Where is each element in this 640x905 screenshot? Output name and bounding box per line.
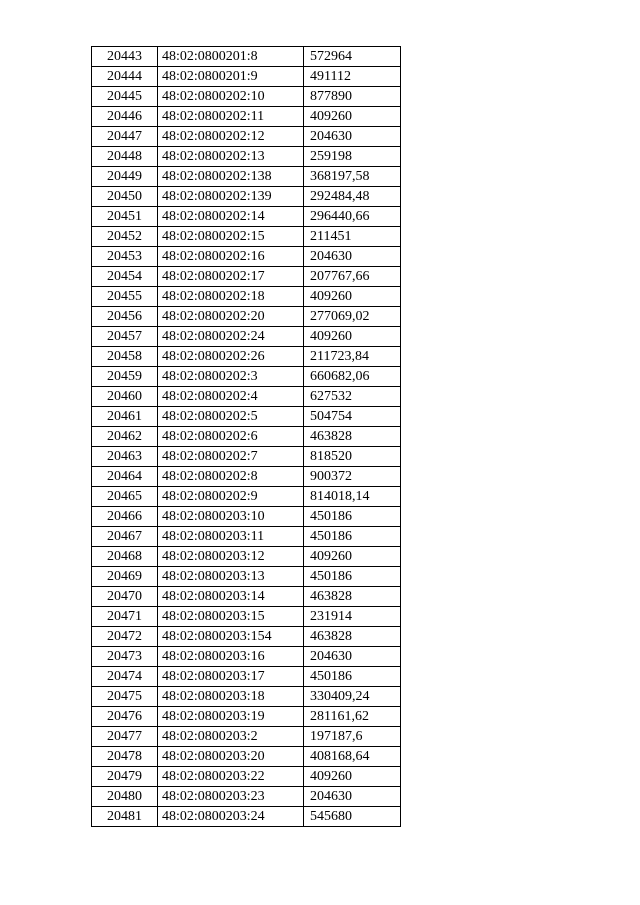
row-number-cell: 20450 — [92, 187, 158, 207]
cadastral-number-cell: 48:02:0800203:13 — [158, 567, 304, 587]
table-row — [92, 327, 401, 347]
table-row — [92, 707, 401, 727]
cadastral-number-cell: 48:02:0800202:139 — [158, 187, 304, 207]
value-cell: 877890 — [304, 87, 401, 107]
row-number-cell: 20448 — [92, 147, 158, 167]
table-row — [92, 267, 401, 287]
row-number-cell: 20461 — [92, 407, 158, 427]
table-row — [92, 787, 401, 807]
table-row — [92, 467, 401, 487]
row-number-cell: 20470 — [92, 587, 158, 607]
value-cell: 204630 — [304, 247, 401, 267]
cadastral-number-cell: 48:02:0800203:19 — [158, 707, 304, 727]
table-row — [92, 67, 401, 87]
cadastral-number-cell: 48:02:0800202:8 — [158, 467, 304, 487]
table-row — [92, 647, 401, 667]
table-row — [92, 727, 401, 747]
cadastral-number-cell: 48:02:0800202:9 — [158, 487, 304, 507]
table-row — [92, 207, 401, 227]
row-number-cell: 20480 — [92, 787, 158, 807]
cadastral-number-cell: 48:02:0800202:6 — [158, 427, 304, 447]
row-number-cell: 20468 — [92, 547, 158, 567]
value-cell: 409260 — [304, 327, 401, 347]
row-number-cell: 20465 — [92, 487, 158, 507]
value-cell: 277069,02 — [304, 307, 401, 327]
table-row — [92, 347, 401, 367]
row-number-cell: 20446 — [92, 107, 158, 127]
value-cell: 450186 — [304, 567, 401, 587]
value-cell: 296440,66 — [304, 207, 401, 227]
value-cell: 491112 — [304, 67, 401, 87]
row-number-cell: 20453 — [92, 247, 158, 267]
cadastral-number-cell: 48:02:0800202:4 — [158, 387, 304, 407]
value-cell: 408168,64 — [304, 747, 401, 767]
table-row — [92, 807, 401, 827]
table-row — [92, 287, 401, 307]
table-row — [92, 127, 401, 147]
cadastral-value-table — [91, 46, 401, 827]
cadastral-number-cell: 48:02:0800202:18 — [158, 287, 304, 307]
table-row — [92, 227, 401, 247]
row-number-cell: 20458 — [92, 347, 158, 367]
value-cell: 409260 — [304, 107, 401, 127]
row-number-cell: 20462 — [92, 427, 158, 447]
table-row — [92, 87, 401, 107]
cadastral-number-cell: 48:02:0800202:11 — [158, 107, 304, 127]
row-number-cell: 20444 — [92, 67, 158, 87]
value-cell: 204630 — [304, 127, 401, 147]
row-number-cell: 20464 — [92, 467, 158, 487]
cadastral-number-cell: 48:02:0800202:16 — [158, 247, 304, 267]
table-row — [92, 107, 401, 127]
row-number-cell: 20460 — [92, 387, 158, 407]
row-number-cell: 20477 — [92, 727, 158, 747]
table-row — [92, 147, 401, 167]
row-number-cell: 20475 — [92, 687, 158, 707]
cadastral-number-cell: 48:02:0800202:20 — [158, 307, 304, 327]
cadastral-number-cell: 48:02:0800202:10 — [158, 87, 304, 107]
table-row — [92, 447, 401, 467]
cadastral-number-cell: 48:02:0800203:14 — [158, 587, 304, 607]
value-cell: 814018,14 — [304, 487, 401, 507]
row-number-cell: 20452 — [92, 227, 158, 247]
row-number-cell: 20454 — [92, 267, 158, 287]
cadastral-number-cell: 48:02:0800203:18 — [158, 687, 304, 707]
cadastral-number-cell: 48:02:0800202:3 — [158, 367, 304, 387]
value-cell: 660682,06 — [304, 367, 401, 387]
row-number-cell: 20474 — [92, 667, 158, 687]
table-row — [92, 667, 401, 687]
value-cell: 368197,58 — [304, 167, 401, 187]
value-cell: 281161,62 — [304, 707, 401, 727]
table-row — [92, 367, 401, 387]
value-cell: 450186 — [304, 507, 401, 527]
value-cell: 409260 — [304, 547, 401, 567]
table-row — [92, 567, 401, 587]
row-number-cell: 20478 — [92, 747, 158, 767]
cadastral-number-cell: 48:02:0800203:22 — [158, 767, 304, 787]
value-cell: 197187,6 — [304, 727, 401, 747]
cadastral-number-cell: 48:02:0800202:24 — [158, 327, 304, 347]
value-cell: 207767,66 — [304, 267, 401, 287]
table-row — [92, 47, 401, 67]
value-cell: 204630 — [304, 647, 401, 667]
value-cell: 292484,48 — [304, 187, 401, 207]
value-cell: 211723,84 — [304, 347, 401, 367]
value-cell: 504754 — [304, 407, 401, 427]
cadastral-number-cell: 48:02:0800202:12 — [158, 127, 304, 147]
row-number-cell: 20479 — [92, 767, 158, 787]
value-cell: 259198 — [304, 147, 401, 167]
cadastral-number-cell: 48:02:0800203:12 — [158, 547, 304, 567]
cadastral-number-cell: 48:02:0800203:17 — [158, 667, 304, 687]
cadastral-number-cell: 48:02:0800203:2 — [158, 727, 304, 747]
row-number-cell: 20463 — [92, 447, 158, 467]
value-cell: 818520 — [304, 447, 401, 467]
table-row — [92, 587, 401, 607]
cadastral-number-cell: 48:02:0800202:7 — [158, 447, 304, 467]
table-row — [92, 167, 401, 187]
table-row — [92, 547, 401, 567]
cadastral-number-cell: 48:02:0800203:10 — [158, 507, 304, 527]
cadastral-number-cell: 48:02:0800202:5 — [158, 407, 304, 427]
table-row — [92, 427, 401, 447]
value-cell: 231914 — [304, 607, 401, 627]
table-row — [92, 487, 401, 507]
row-number-cell: 20459 — [92, 367, 158, 387]
table-row — [92, 307, 401, 327]
cadastral-number-cell: 48:02:0800203:15 — [158, 607, 304, 627]
cadastral-number-cell: 48:02:0800203:154 — [158, 627, 304, 647]
table-row — [92, 187, 401, 207]
value-cell: 211451 — [304, 227, 401, 247]
value-cell: 409260 — [304, 767, 401, 787]
row-number-cell: 20447 — [92, 127, 158, 147]
row-number-cell: 20445 — [92, 87, 158, 107]
table-row — [92, 407, 401, 427]
table-row — [92, 747, 401, 767]
table-body — [92, 47, 401, 827]
value-cell: 409260 — [304, 287, 401, 307]
row-number-cell: 20451 — [92, 207, 158, 227]
row-number-cell: 20469 — [92, 567, 158, 587]
row-number-cell: 20481 — [92, 807, 158, 827]
value-cell: 450186 — [304, 667, 401, 687]
cadastral-number-cell: 48:02:0800201:9 — [158, 67, 304, 87]
value-cell: 627532 — [304, 387, 401, 407]
cadastral-number-cell: 48:02:0800202:15 — [158, 227, 304, 247]
table-row — [92, 507, 401, 527]
cadastral-number-cell: 48:02:0800202:13 — [158, 147, 304, 167]
cadastral-number-cell: 48:02:0800203:23 — [158, 787, 304, 807]
row-number-cell: 20457 — [92, 327, 158, 347]
value-cell: 900372 — [304, 467, 401, 487]
value-cell: 572964 — [304, 47, 401, 67]
row-number-cell: 20449 — [92, 167, 158, 187]
table-row — [92, 527, 401, 547]
table-row — [92, 767, 401, 787]
table-row — [92, 607, 401, 627]
cadastral-number-cell: 48:02:0800202:14 — [158, 207, 304, 227]
table-row — [92, 627, 401, 647]
value-cell: 450186 — [304, 527, 401, 547]
value-cell: 330409,24 — [304, 687, 401, 707]
value-cell: 204630 — [304, 787, 401, 807]
table-row — [92, 247, 401, 267]
cadastral-number-cell: 48:02:0800203:11 — [158, 527, 304, 547]
cadastral-number-cell: 48:02:0800202:17 — [158, 267, 304, 287]
cadastral-number-cell: 48:02:0800203:20 — [158, 747, 304, 767]
row-number-cell: 20471 — [92, 607, 158, 627]
row-number-cell: 20443 — [92, 47, 158, 67]
table-row — [92, 687, 401, 707]
row-number-cell: 20472 — [92, 627, 158, 647]
row-number-cell: 20476 — [92, 707, 158, 727]
value-cell: 463828 — [304, 627, 401, 647]
table-row — [92, 387, 401, 407]
row-number-cell: 20473 — [92, 647, 158, 667]
value-cell: 545680 — [304, 807, 401, 827]
cadastral-number-cell: 48:02:0800201:8 — [158, 47, 304, 67]
cadastral-number-cell: 48:02:0800203:16 — [158, 647, 304, 667]
row-number-cell: 20467 — [92, 527, 158, 547]
value-cell: 463828 — [304, 587, 401, 607]
row-number-cell: 20466 — [92, 507, 158, 527]
row-number-cell: 20456 — [92, 307, 158, 327]
cadastral-number-cell: 48:02:0800202:138 — [158, 167, 304, 187]
cadastral-number-cell: 48:02:0800202:26 — [158, 347, 304, 367]
row-number-cell: 20455 — [92, 287, 158, 307]
value-cell: 463828 — [304, 427, 401, 447]
cadastral-number-cell: 48:02:0800203:24 — [158, 807, 304, 827]
